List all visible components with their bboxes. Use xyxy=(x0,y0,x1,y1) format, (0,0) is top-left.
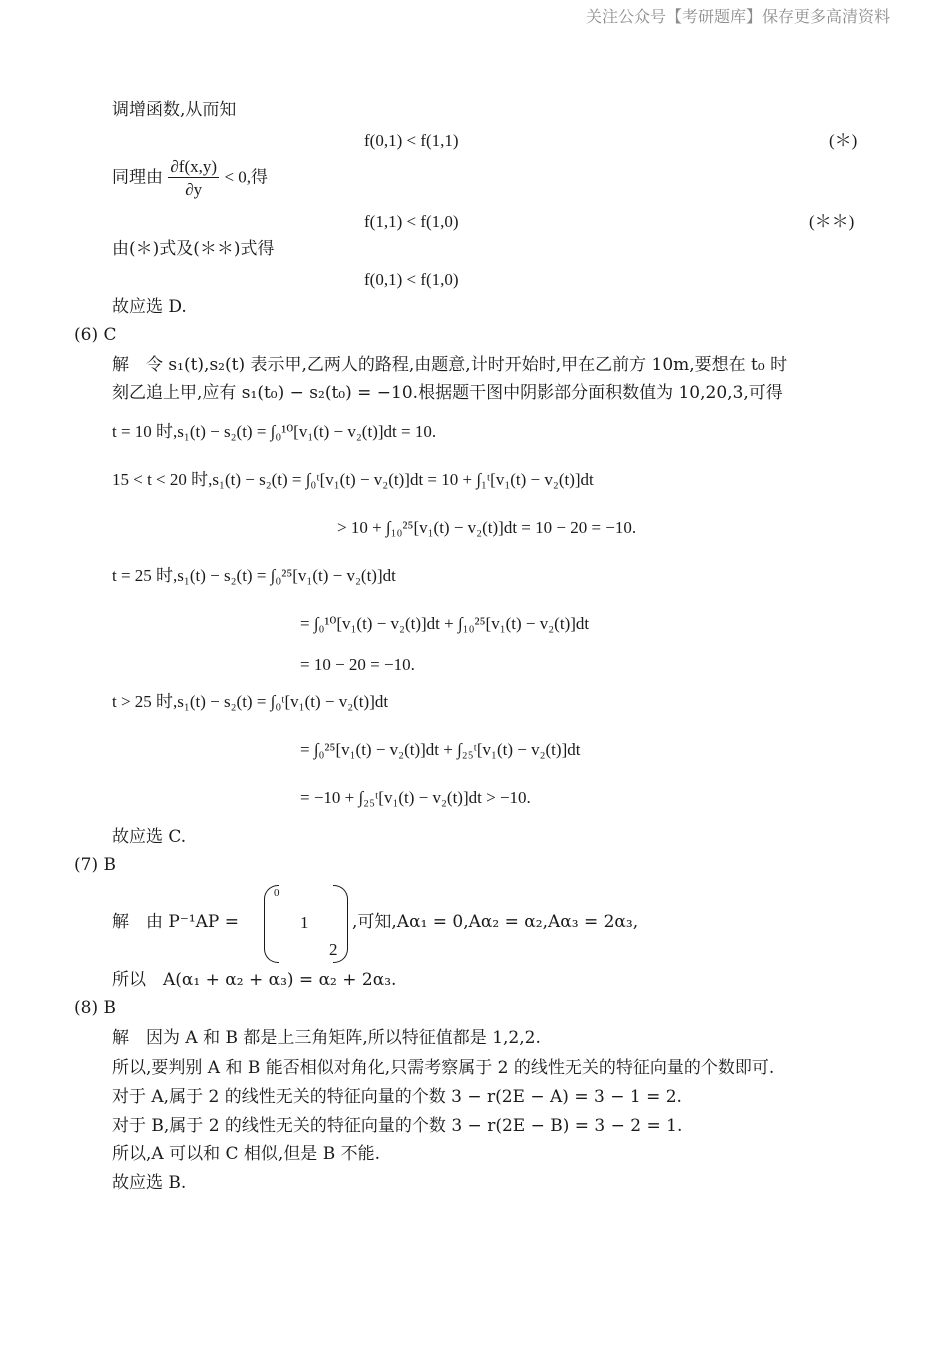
text-suffix: < 0,得 xyxy=(224,167,269,187)
solution-text: 对于 B,属于 2 的线性无关的特征向量的个数 3 − r(2E − B) = 3 − 2 = 1. xyxy=(112,1116,683,1136)
matrix-entry: 2 xyxy=(329,940,338,959)
formula-star: f(0,1) < f(1,1) xyxy=(364,131,459,150)
question-number: (8) B xyxy=(74,998,116,1018)
watermark-header: 关注公众号【考研题库】保存更多高清资料 xyxy=(586,7,891,26)
solution-text: 刻乙追上甲,应有 s₁(t₀) − s₂(t₀) = −10.根据题干图中阴影部分面积数值为 10,20,3,可得 xyxy=(112,383,783,403)
matrix-entry: 0 xyxy=(274,887,280,899)
formula-result: f(0,1) < f(1,0) xyxy=(364,270,459,289)
matrix-right-paren xyxy=(333,885,348,963)
formula-double-star: f(1,1) < f(1,0) xyxy=(364,212,459,231)
matrix-equation-prefix: 解 由 P⁻¹AP = xyxy=(112,912,239,932)
partial-derivative-fraction xyxy=(168,158,219,198)
matrix-equation-suffix: ,可知,Aα₁ = 0,Aα₂ = α₂,Aα₃ = 2α₃, xyxy=(352,912,639,932)
integral-formula: = 10 − 20 = −10. xyxy=(300,655,415,674)
matrix-entry: 1 xyxy=(300,913,309,932)
equation-tag: (＊＊) xyxy=(809,212,855,231)
solution-text: 解 令 s₁(t),s₂(t) 表示甲,乙两人的路程,由题意,计时开始时,甲在乙前方 10m,要想在 t₀ 时 xyxy=(112,355,788,375)
question-number: (6) C xyxy=(74,325,117,345)
solution-text: 解 因为 A 和 B 都是上三角矩阵,所以特征值都是 1,2,2. xyxy=(112,1028,541,1048)
text-line: 由(＊)式及(＊＊)式得 xyxy=(112,239,275,259)
question-number: (7) B xyxy=(74,855,116,875)
solution-text: 所以,A 可以和 C 相似,但是 B 不能. xyxy=(112,1144,381,1164)
integral-formula: 15 < t < 20 时,s₁(t) − s₂(t) = ∫₀ᵗ[v₁(t) − v₂(t)]dt = 10 + ∫₁ᵗ[v₁(t) − v₂(t)]dt xyxy=(112,470,594,489)
solution-text: 所以,要判别 A 和 B 能否相似对角化,只需考察属于 2 的线性无关的特征向量的个数即可. xyxy=(112,1058,775,1078)
answer-line: 故应选 B. xyxy=(112,1173,187,1193)
integral-formula: = ∫₀²⁵[v₁(t) − v₂(t)]dt + ∫₂₅ᵗ[v₁(t) − v₂(t)]dt xyxy=(300,740,581,759)
integral-formula: > 10 + ∫₁₀²⁵[v₁(t) − v₂(t)]dt = 10 − 20 = −10. xyxy=(337,518,637,537)
answer-line: 故应选 C. xyxy=(112,827,187,847)
integral-formula: t = 10 时,s₁(t) − s₂(t) = ∫₀¹⁰[v₁(t) − v₂(t)]dt = 10. xyxy=(112,422,437,441)
fraction-denominator: ∂y xyxy=(185,180,203,199)
text-line-fraction xyxy=(112,158,268,198)
solution-text: 对于 A,属于 2 的线性无关的特征向量的个数 3 − r(2E − A) = 3 − 1 = 2. xyxy=(112,1087,682,1107)
answer-line: 故应选 D. xyxy=(112,297,187,317)
integral-formula: t = 25 时,s₁(t) − s₂(t) = ∫₀²⁵[v₁(t) − v₂(t)]dt xyxy=(112,566,396,585)
integral-formula: = −10 + ∫₂₅ᵗ[v₁(t) − v₂(t)]dt > −10. xyxy=(300,788,531,807)
integral-formula: t > 25 时,s₁(t) − s₂(t) = ∫₀ᵗ[v₁(t) − v₂(t)]dt xyxy=(112,692,389,711)
fraction-numerator: ∂f(x,y) xyxy=(170,157,218,176)
conclusion-line: 所以 A(α₁ + α₂ + α₃) = α₂ + 2α₃. xyxy=(112,970,397,990)
text-line: 调增函数,从而知 xyxy=(112,100,237,120)
equation-tag: (＊) xyxy=(829,131,858,150)
text-prefix: 同理由 xyxy=(112,167,163,188)
integral-formula: = ∫₀¹⁰[v₁(t) − v₂(t)]dt + ∫₁₀²⁵[v₁(t) − v₂(t)]dt xyxy=(300,614,590,633)
